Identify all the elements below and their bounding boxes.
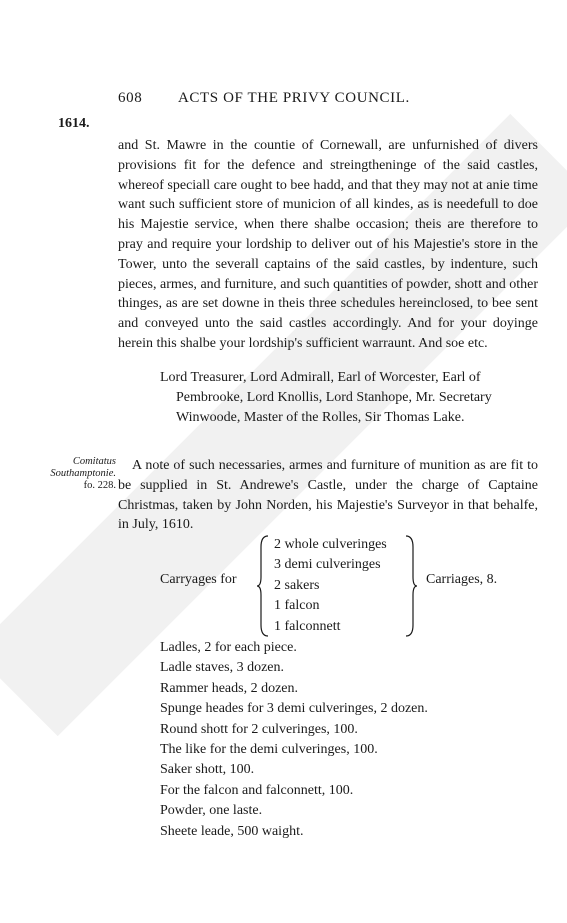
paragraph-text: and St. Mawre in the countie of Cornewall, are unfurnished of divers provisions fit for the defence and streingtheninge of the said castles, whereof speciall care ought to bee hadd, and that they may not at anie time want such sufficient store of municion of all kindes, as is needefull to doe his Majestie service, when there shalbe occasion; theis are therefore to pray and require your lordship to deliver out of his Majestie's store in the Tower, unto the severall captains of the said castles, by indenture, such pieces, armes, and furniture, and such quantities of powder, shott and other thinges, as are set downe in theis three schedules hereinclosed, to bee sent and conveyed unto the said castles accordingly. And for your doyinge herein this shalbe your lordship's sufficient warraunt. And soe etc. xyxy=(118,138,538,351)
margin-note-folio: fo. 228. xyxy=(83,480,116,491)
carryage-item: 2 whole culveringes xyxy=(274,537,387,552)
carriages-total: Carriages, 8. xyxy=(426,572,498,587)
list-item: The like for the demi culveringes, 100. xyxy=(160,742,378,758)
supply-items-list xyxy=(160,638,428,842)
signatories-block xyxy=(160,368,540,427)
carryages-label: Carryages for xyxy=(160,572,237,587)
body-paragraph-2 xyxy=(118,456,538,535)
list-item: Rammer heads, 2 dozen. xyxy=(160,680,299,696)
list-item: Spunge heades for 3 demi culveringes, 2 dozen. xyxy=(160,701,428,717)
page-number: 608 xyxy=(118,90,143,106)
list-item: Saker shott, 100. xyxy=(160,762,255,778)
carryages-list xyxy=(274,535,387,637)
margin-note xyxy=(40,456,116,492)
list-item: For the falcon and falconnett, 100. xyxy=(160,782,354,798)
carryage-item: 2 sakers xyxy=(274,577,320,593)
list-item: Ladles, 2 for each piece. xyxy=(160,640,297,655)
paragraph-text: A note of such necessaries, armes and furniture of munition as are fit to be supplied in St. Andrewe's Castle, under the charge of Captaine Christmas, taken by John Norden, his Majestie's Surveyor in that behalfe, in July, 1610. xyxy=(118,458,538,533)
margin-note-line-1: Comitatus xyxy=(72,456,116,467)
body-paragraph-1 xyxy=(118,136,538,354)
list-item: Ladle staves, 3 dozen. xyxy=(160,660,285,676)
margin-note-line-2: Southamptonie. xyxy=(50,468,116,479)
signatories-line-2: Pembrooke, Lord Knollis, Lord Stanhope, Mr. Secretary xyxy=(176,389,492,405)
list-item: Round shott for 2 culveringes, 100. xyxy=(160,721,358,737)
right-brace xyxy=(404,535,418,637)
year-marker: 1614. xyxy=(58,116,90,131)
list-item: Sheete leade, 500 waight. xyxy=(160,823,304,839)
carryage-item: 1 falconnett xyxy=(274,618,341,634)
carryage-item: 1 falcon xyxy=(274,598,320,614)
left-brace xyxy=(256,535,270,637)
running-title: ACTS OF THE PRIVY COUNCIL. xyxy=(178,90,410,106)
list-item: Powder, one laste. xyxy=(160,803,263,819)
signatories-line-1: Lord Treasurer, Lord Admirall, Earl of Worcester, Earl of xyxy=(160,370,481,385)
carryage-item: 3 demi culveringes xyxy=(274,557,381,573)
running-header xyxy=(118,90,518,107)
signatories-line-3: Winwoode, Master of the Rolles, Sir Thomas Lake. xyxy=(176,409,465,425)
